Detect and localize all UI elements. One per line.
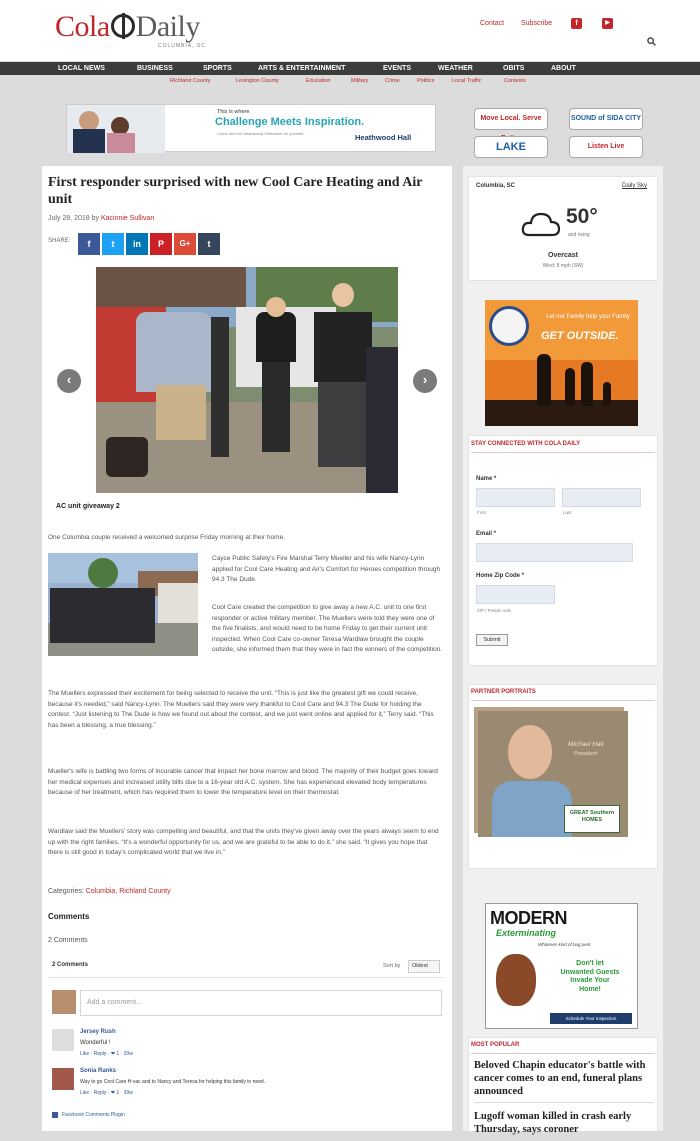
article-photo — [96, 267, 398, 493]
fb-comment-2-actions[interactable]: Like · Reply · ❤ 1 · 39w — [80, 1090, 133, 1096]
ad-sound[interactable]: SOUND of SIDA CITY — [569, 108, 643, 130]
weather-link[interactable]: Daily Sky — [622, 183, 648, 189]
modern-ad-sub: Whatever kind of bug pest — [538, 942, 591, 947]
weather-wind: Wind: 8 mph (SW) — [542, 263, 584, 269]
zip-label: Home Zip Code * — [476, 573, 525, 579]
zip-hint: ZIP / Postal code — [477, 608, 512, 613]
facebook-icon[interactable]: f — [571, 18, 582, 29]
facebook-comments — [48, 955, 444, 1125]
share-label: SHARE: — [48, 238, 71, 244]
outside-ad-headline: GET OUTSIDE. — [541, 330, 619, 342]
fb-user-avatar — [52, 990, 76, 1014]
subscribe-link[interactable]: Subscribe — [521, 20, 553, 27]
partner-portraits — [468, 684, 658, 869]
categories-links[interactable]: Columbia, Richland County — [85, 888, 171, 895]
subnav-politics[interactable]: Politics — [417, 78, 435, 84]
fb-comment-2-name[interactable]: Sonia Ranks — [80, 1068, 117, 1074]
main-nav — [0, 62, 700, 75]
nav-business[interactable]: BUSINESS — [137, 65, 173, 72]
subnav-richland[interactable]: Richland County — [170, 78, 211, 84]
nav-local-news[interactable]: LOCAL NEWS — [58, 65, 105, 72]
fb-comment-1-name[interactable]: Jersey Rush — [80, 1029, 116, 1035]
share-linkedin-button[interactable]: in — [126, 233, 148, 255]
article-author[interactable]: Kacinnie Sullivan — [100, 215, 155, 222]
subnav-lexington[interactable]: Lexington County — [236, 78, 279, 84]
partner-heading: PARTNER PORTRAITS — [471, 689, 536, 695]
subnav-contests[interactable]: Contests — [504, 78, 526, 84]
article-paragraph-5: Mueller's wife is battling two forms of incurable cancer that impact her bone marrow and blood. The majority of their budget goes toward her medical expenses and increased utility bills due to a 16-year old A.C. system. She has experienced elevated body temperatures because of her treatment, which has required them to lower the temperature level on their thermostat. — [48, 768, 438, 796]
logo-daily: Daily — [135, 10, 200, 43]
banner-headline: Challenge Meets Inspiration. — [215, 116, 365, 128]
article-paragraph-3: Cool Care created the competition to give away a new A.C. unit to one first responder or active military member. The Muellers were told they were one of the five finalists, and would need to be home Friday to get their current unit inspected. When Cool Care co-owner Teresa Wardlaw brought the couple outside, she informed them that they were in fact the winners of the competition. — [212, 604, 443, 653]
fb-sort-select[interactable]: Oldest — [408, 960, 440, 973]
article-title: First responder surprised with new Cool Care Heating and Air unit — [48, 175, 423, 207]
most-popular — [468, 1037, 658, 1135]
modern-ad-msg-4: Home! — [579, 985, 601, 993]
slider-prev-arrow-icon[interactable]: ‹ — [57, 369, 81, 393]
search-icon[interactable] — [647, 37, 656, 46]
name-label: Name * — [476, 476, 497, 482]
banner-photo — [67, 105, 165, 153]
submit-button[interactable]: Submit — [476, 634, 508, 646]
nav-about[interactable]: ABOUT — [551, 65, 576, 72]
partner-person: Michael Hall — [568, 741, 604, 748]
bedbug-icon — [496, 954, 536, 1006]
modern-ad-cta[interactable]: Schedule Your Inspection — [550, 1013, 632, 1024]
popular-item-2[interactable]: Lugoff woman killed in crash early Thursday, says coroner — [474, 1111, 632, 1135]
email-label: Email * — [476, 531, 497, 537]
article-paragraph-4: The Muellers expressed their excitement for being selected to receive the unit. “This is just like the greatest gift we could receive, because it's needed,” said Nancy-Lynn. The Muellers said they were very thankful to Cool Care and 94.3 The Dude for holding the contest. “Just listening to The Dude is how we found out about the contest, and we just went online and applied for it,” Terry said. “This has been a blessing, a true blessing.” — [48, 690, 434, 729]
modern-ad-title: MODERN — [490, 908, 567, 928]
share-pinterest-button[interactable]: P — [150, 233, 172, 255]
article-paragraph-6: Wardlaw said the Muellers' story was compelling and beautiful, and that the units they've given away over the years always seem to end up with the right families. “It's a wonderful opportunity for us, and we are grateful to be able to do it,” she said. “It gives you hope that there is still good in today's complicated world that we live in.” — [48, 828, 439, 856]
ad-move-local[interactable]: Move Local. Serve — [474, 108, 548, 130]
logo-tagline: COLUMBIA, SC — [158, 43, 206, 49]
banner-line1: This is where — [217, 109, 250, 115]
photo-caption: AC unit giveaway 2 — [56, 503, 120, 510]
outside-ad-badge-icon — [489, 306, 529, 346]
contact-link[interactable]: Contact — [480, 20, 505, 27]
weather-condition: Overcast — [548, 252, 578, 259]
categories-label: Categories: — [48, 888, 84, 895]
weather-feels: and rising — [568, 232, 590, 238]
categories — [48, 888, 171, 895]
share-twitter-button[interactable]: t — [102, 233, 124, 255]
banner-brand: Heathwood Hall — [355, 133, 412, 142]
last-name-input[interactable] — [562, 488, 641, 507]
article-meta — [48, 215, 154, 222]
newsletter-form — [468, 435, 658, 666]
subnav-military[interactable]: Military — [351, 78, 369, 84]
fb-plugin-icon — [52, 1112, 58, 1118]
modern-ad-msg-2: Unwanted Guests — [560, 968, 620, 976]
nav-events[interactable]: EVENTS — [383, 65, 412, 72]
fb-commenter-2-avatar — [52, 1068, 74, 1090]
first-name-input[interactable] — [476, 488, 555, 507]
nav-obits[interactable]: OBITS — [503, 65, 525, 72]
nav-weather[interactable]: WEATHER — [438, 65, 473, 72]
subnav-traffic[interactable]: Local Traffic — [452, 78, 482, 84]
newsletter-heading: STAY CONNECTED WITH COLA DAILY — [471, 441, 581, 447]
subnav-education[interactable]: Education — [306, 78, 331, 84]
weather-location: Columbia, SC — [476, 183, 516, 189]
article-paragraph-2: Cayce Public Safety's Fire Marshal Terry Mueller and his wife Nancy-Lynn applied for Cool Care Heating and Air's Comfort for Heroes competition through 94.3 The Dude. — [212, 555, 441, 583]
ad-lake[interactable]: LAKE — [474, 136, 548, 158]
ad-listen-live[interactable]: Listen Live — [569, 136, 643, 158]
nav-sports[interactable]: SPORTS — [203, 65, 232, 72]
logo-mark-icon — [111, 14, 135, 38]
share-googleplus-button[interactable]: G+ — [174, 233, 196, 255]
site-header — [0, 0, 700, 61]
fb-sort-label: Sort by — [383, 963, 401, 969]
modern-ad-msg — [546, 960, 634, 994]
popular-heading: MOST POPULAR — [471, 1042, 520, 1048]
site-logo[interactable] — [55, 10, 200, 44]
heathwood-banner-ad[interactable] — [66, 104, 436, 152]
modern-exterminating-ad[interactable] — [485, 903, 638, 1029]
get-outside-ad[interactable] — [485, 300, 638, 426]
slider-next-arrow-icon[interactable]: › — [413, 369, 437, 393]
nav-arts[interactable]: ARTS & ENTERTAINMENT — [258, 65, 346, 72]
weather-widget — [468, 176, 658, 281]
fb-plugin-link[interactable]: Facebook Comments Plugin — [62, 1112, 125, 1118]
share-facebook-button[interactable]: f — [78, 233, 100, 255]
share-tumblr-button[interactable]: t — [198, 233, 220, 255]
partner-portrait[interactable] — [474, 707, 624, 833]
zip-input[interactable] — [476, 585, 555, 604]
partner-brand: GREAT Southern HOMES — [564, 805, 620, 833]
outside-ad-line: Let our Family help your Family — [546, 314, 630, 320]
comments-count: 2 Comments — [48, 937, 88, 944]
fb-comment-1-actions[interactable]: Like · Reply · ❤ 1 · 39w — [80, 1051, 133, 1057]
fb-add-comment-input[interactable]: Add a comment... — [80, 990, 442, 1016]
first-name-hint: First — [477, 510, 486, 515]
modern-ad-msg-1: Don't let — [576, 960, 604, 967]
article-inline-photo — [48, 553, 198, 656]
youtube-icon[interactable]: ▶ — [602, 18, 613, 29]
modern-ad-script: Exterminating — [496, 928, 557, 938]
fb-comment-2-text: Way to go Cool Care H-vac and to Nancy and Teresa for helping this family in need. — [80, 1079, 266, 1085]
weather-temp: 50° — [566, 205, 598, 228]
banner-sub: Come see the Heathwood Difference for yourself. — [217, 131, 305, 136]
logo-cola: Cola — [55, 10, 110, 43]
fb-comment-count: 2 Comments — [52, 962, 89, 968]
subnav-crime[interactable]: Crime — [385, 78, 400, 84]
popular-item-1[interactable]: Beloved Chapin educator's battle with cancer comes to an end, funeral plans announced — [474, 1060, 646, 1097]
cloud-icon — [521, 209, 561, 239]
article-paragraph-1: One Columbia couple received a welcomed surprise Friday morning at their home. — [48, 534, 285, 541]
last-name-hint: Last — [563, 510, 572, 515]
modern-ad-msg-3: Invade Your — [570, 977, 610, 984]
partner-role: President — [574, 751, 598, 757]
comments-heading: Comments — [48, 912, 90, 921]
article-date: July 28, 2018 by — [48, 215, 99, 222]
email-input[interactable] — [476, 543, 633, 562]
fb-comment-1-text: Wonderful ! — [80, 1040, 111, 1046]
fb-commenter-1-avatar — [52, 1029, 74, 1051]
